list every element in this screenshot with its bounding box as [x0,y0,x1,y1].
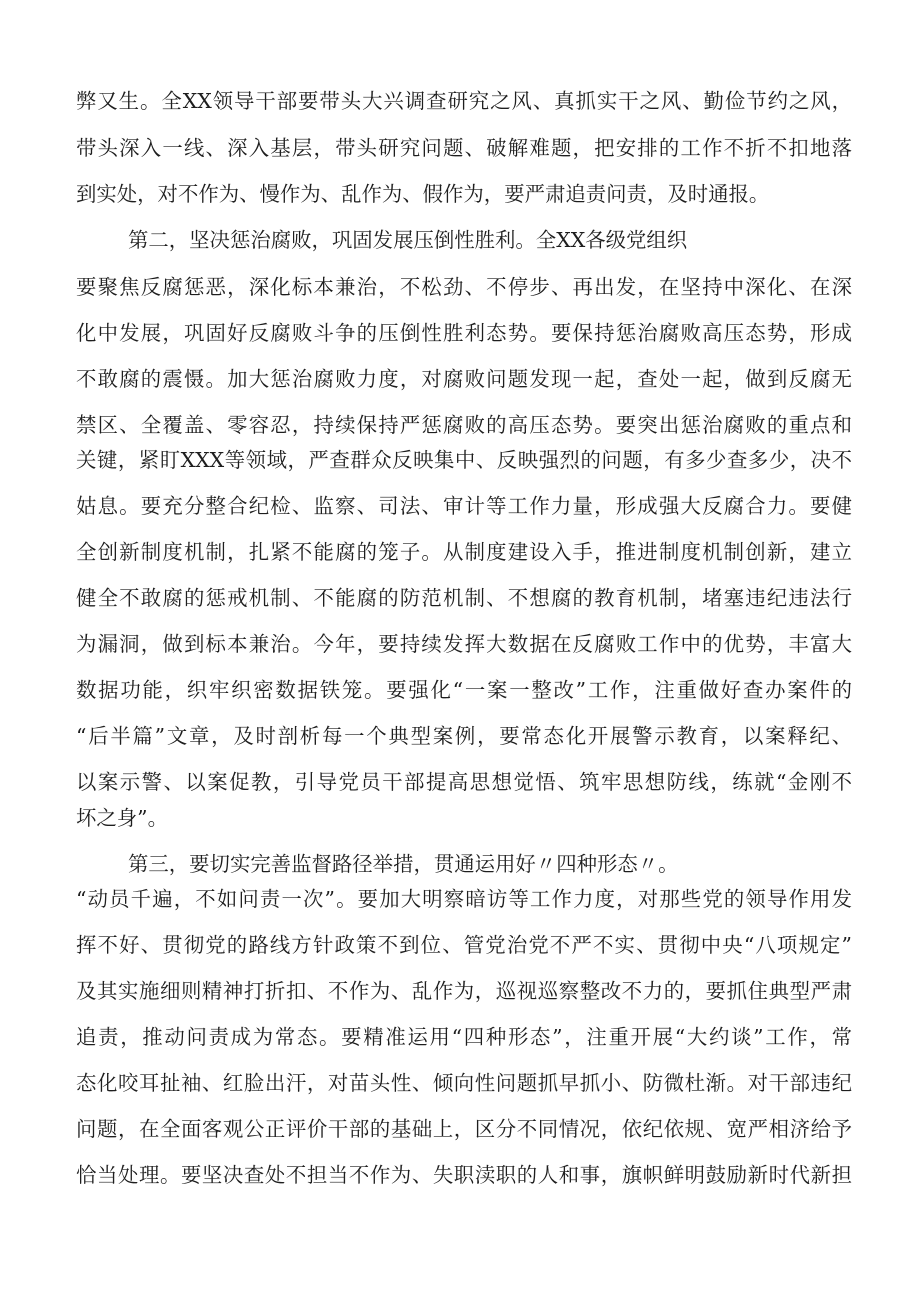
paragraph-2-heading: 第二，坚决惩治腐败，巩固发展压倒性胜利。全XX各级党组织 [128,228,688,252]
paragraph-3-heading: 第三，要切实完善监督路径举措，贯通运用好〃四种形态〃。 [128,852,679,876]
paragraph-2-line-13: 以案示警、以案促教，引导党员干部提高思想觉悟、筑牢思想防线，练就“金刚不 [76,770,852,794]
paragraph-2-line-11: 数据功能，织牢织密数据铁笼。要强化“一案一整改”工作，注重做好查办案件的 [76,678,852,702]
paragraph-3-line-3: 挥不好、贯彻党的路线方针政策不到位、管党治党不严不实、贯彻中央“八项规定” [76,933,852,957]
paragraph-2-line-5: 禁区、全覆盖、零容忍，持续保持严惩腐败的高压态势。要突出惩治腐败的重点和 [76,413,852,437]
paragraph-2-line-14: 坏之身”。 [76,806,168,830]
paragraph-2-line-6: 关键，紧盯XXX等领域，严查群众反映集中、反映强烈的问题，有多少查多少，决不 [76,448,852,472]
paragraph-3-line-4: 及其实施细则精神打折扣、不作为、乱作为，巡视巡察整改不力的，要抓住典型严肃 [76,979,852,1003]
paragraph-2-line-7: 姑息。要充分整合纪检、监察、司法、审计等工作力量，形成强大反腐合力。要健 [76,494,852,518]
paragraph-2-line-9: 健全不敢腐的惩戒机制、不能腐的防范机制、不想腐的教育机制，堵塞违纪违法行 [76,586,852,610]
paragraph-2-line-4: 不敢腐的震慑。加大惩治腐败力度，对腐败问题发现一起，查处一起，做到反腐无 [76,367,852,391]
paragraph-3-line-2: “动员千遍，不如问责一次”。要加大明察暗访等工作力度，对那些党的领导作用发 [76,887,852,911]
paragraph-2-line-8: 全创新制度机制，扎紧不能腐的笼子。从制度建设入手，推进制度机制创新，建立 [76,540,852,564]
paragraph-3-line-8: 恰当处理。要坚决查处不担当不作为、失职渎职的人和事，旗帜鲜明鼓励新时代新担 [76,1163,852,1187]
paragraph-1-line-1: 弊又生。全XX领导干部要带头大兴调查研究之风、真抓实干之风、勤俭节约之风， [76,89,852,113]
paragraph-1-line-3: 到实处，对不作为、慢作为、乱作为、假作为，要严肃追责问责，及时通报。 [76,182,770,206]
paragraph-3-line-6: 态化咬耳扯袖、红脸出汗，对苗头性、倾向性问题抓早抓小、防微杜渐。对干部违纪 [76,1071,852,1095]
paragraph-1-line-2: 带头深入一线、深入基层，带头研究问题、破解难题，把安排的工作不折不扣地落 [76,136,852,160]
paragraph-2-line-2: 要聚焦反腐惩恶，深化标本兼治，不松劲、不停步、再出发，在坚持中深化、在深 [76,275,852,299]
paragraph-2-line-10: 为漏洞，做到标本兼治。今年，要持续发挥大数据在反腐败工作中的优势，丰富大 [76,632,852,656]
paragraph-2-line-3: 化中发展，巩固好反腐败斗争的压倒性胜利态势。要保持惩治腐败高压态势，形成 [76,321,852,345]
paragraph-3-line-7: 问题，在全面客观公正评价干部的基础上，区分不同情况，依纪依规、宽严相济给予 [76,1117,852,1141]
paragraph-3-line-5: 追责，推动问责成为常态。要精准运用“四种形态”，注重开展“大约谈”工作，常 [76,1025,852,1049]
paragraph-2-line-12: “后半篇”文章，及时剖析每一个典型案例，要常态化开展警示教育，以案释纪、 [76,724,852,748]
